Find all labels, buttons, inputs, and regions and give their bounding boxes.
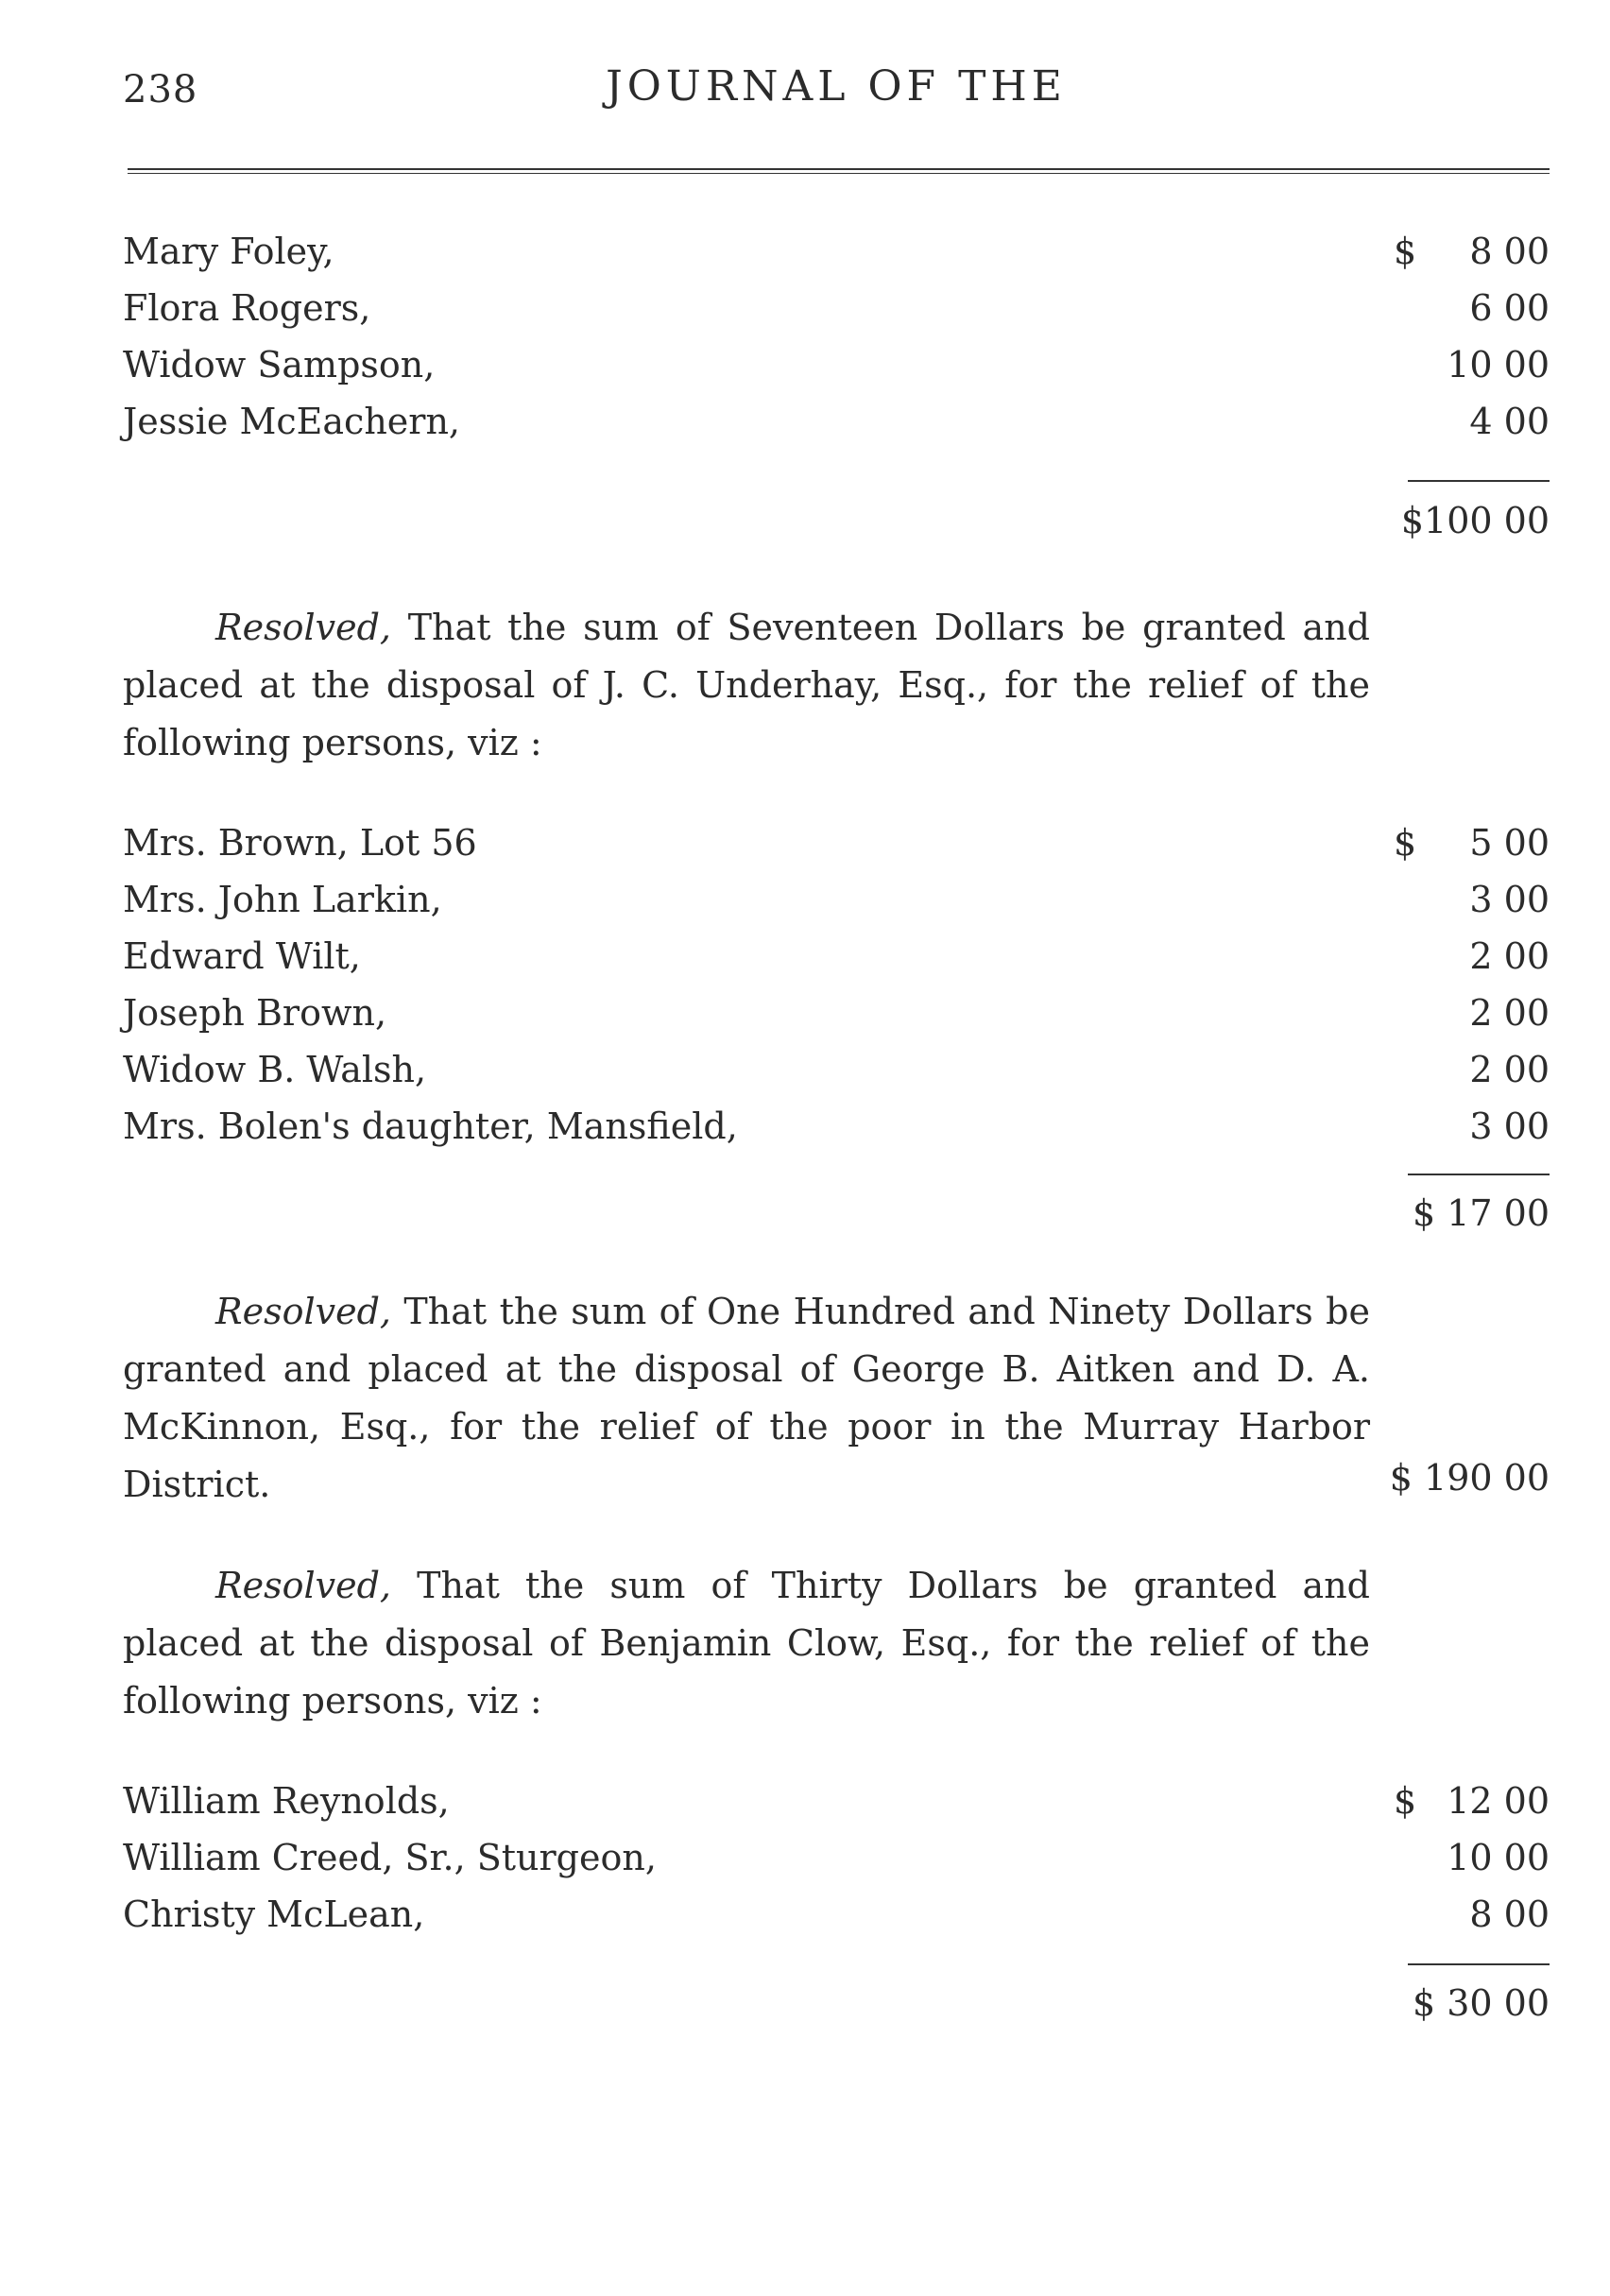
list-item xyxy=(123,1041,1550,1098)
relief-list-1 xyxy=(123,223,1550,541)
list-total: $ 30 00 xyxy=(1412,1982,1550,2024)
recipient-amount: 3 00 xyxy=(1469,879,1550,920)
grant-amount: $ 190 00 xyxy=(1389,1457,1550,1499)
recipient-name: Jessie McEachern, xyxy=(123,401,460,442)
list-total: $100 00 xyxy=(1400,500,1550,541)
running-title: JOURNAL OF THE xyxy=(606,62,1067,111)
recipient-name: William Creed, Sr., Sturgeon, xyxy=(123,1837,657,1878)
recipient-name: Edward Wilt, xyxy=(123,935,361,977)
sum-rule xyxy=(1408,1174,1550,1175)
recipient-amount: 3 00 xyxy=(1469,1105,1550,1147)
dollar-sign: $ xyxy=(1394,822,1417,864)
recipient-amount: 8 00 xyxy=(1469,231,1550,272)
recipient-name: Mrs. John Larkin, xyxy=(123,879,442,920)
list-item xyxy=(123,336,1550,393)
recipient-amount: 8 00 xyxy=(1469,1893,1550,1935)
recipient-name: Mrs. Brown, Lot 56 xyxy=(123,822,477,864)
recipient-name: William Reynolds, xyxy=(123,1780,450,1822)
resolution-text: That the sum of One Hundred and Ninety Dollars be granted and placed at the disposal of George B. Aitken and D. A. McKinnon, Esq., for the relief of the poor in the Murray Harbor District. xyxy=(123,1291,1370,1505)
list-item xyxy=(123,871,1550,928)
recipient-name: Flora Rogers, xyxy=(123,287,371,329)
recipient-amount: 2 00 xyxy=(1469,1049,1550,1090)
sum-rule xyxy=(1408,480,1550,482)
resolved-lead: Resolved, xyxy=(215,1565,391,1606)
list-item xyxy=(123,928,1550,985)
list-item xyxy=(123,814,1550,871)
resolution-text: That the sum of Seventeen Dollars be granted and placed at the disposal of J. C. Underhay, Esq., for the relief of the following persons, viz : xyxy=(123,607,1370,763)
recipient-amount: 2 00 xyxy=(1469,992,1550,1034)
dollar-sign: $ xyxy=(1394,231,1417,272)
recipient-amount: 6 00 xyxy=(1469,287,1550,329)
recipient-name: Christy McLean, xyxy=(123,1893,425,1935)
recipient-name: Mary Foley, xyxy=(123,231,334,272)
list-item xyxy=(123,223,1550,280)
list-item xyxy=(123,393,1550,450)
recipient-name: Widow B. Walsh, xyxy=(123,1049,427,1090)
list-item xyxy=(123,1773,1550,1829)
recipient-amount: 2 00 xyxy=(1469,935,1550,977)
header-rule xyxy=(128,168,1550,174)
page-header xyxy=(123,59,1550,115)
recipient-amount: 10 00 xyxy=(1447,344,1550,386)
resolution-paragraph xyxy=(123,1557,1370,1730)
recipient-amount: 10 00 xyxy=(1447,1837,1550,1878)
list-item xyxy=(123,1098,1550,1155)
recipient-amount: 12 00 xyxy=(1447,1780,1550,1822)
recipient-amount: 4 00 xyxy=(1469,401,1550,442)
recipient-name: Joseph Brown, xyxy=(123,992,387,1034)
sum-rule xyxy=(1408,1963,1550,1965)
dollar-sign: $ xyxy=(1394,1780,1417,1822)
relief-list-2 xyxy=(123,814,1550,1234)
list-item xyxy=(123,1829,1550,1886)
list-item xyxy=(123,280,1550,336)
list-item xyxy=(123,985,1550,1041)
resolved-lead: Resolved, xyxy=(215,1291,391,1332)
resolution-text: That the sum of Thirty Dollars be granted and placed at the disposal of Benjamin Clow, Esq., for the relief of the following persons, viz : xyxy=(123,1565,1370,1722)
page-number: 238 xyxy=(123,68,198,111)
recipient-name: Widow Sampson, xyxy=(123,344,436,386)
recipient-amount: 5 00 xyxy=(1469,822,1550,864)
relief-list-3 xyxy=(123,1773,1550,2024)
resolution-paragraph xyxy=(123,1283,1370,1514)
recipient-name: Mrs. Bolen's daughter, Mansfield, xyxy=(123,1105,738,1147)
resolution-paragraph xyxy=(123,599,1370,772)
list-total: $ 17 00 xyxy=(1412,1192,1550,1234)
resolved-lead: Resolved, xyxy=(215,607,391,648)
list-item xyxy=(123,1886,1550,1943)
